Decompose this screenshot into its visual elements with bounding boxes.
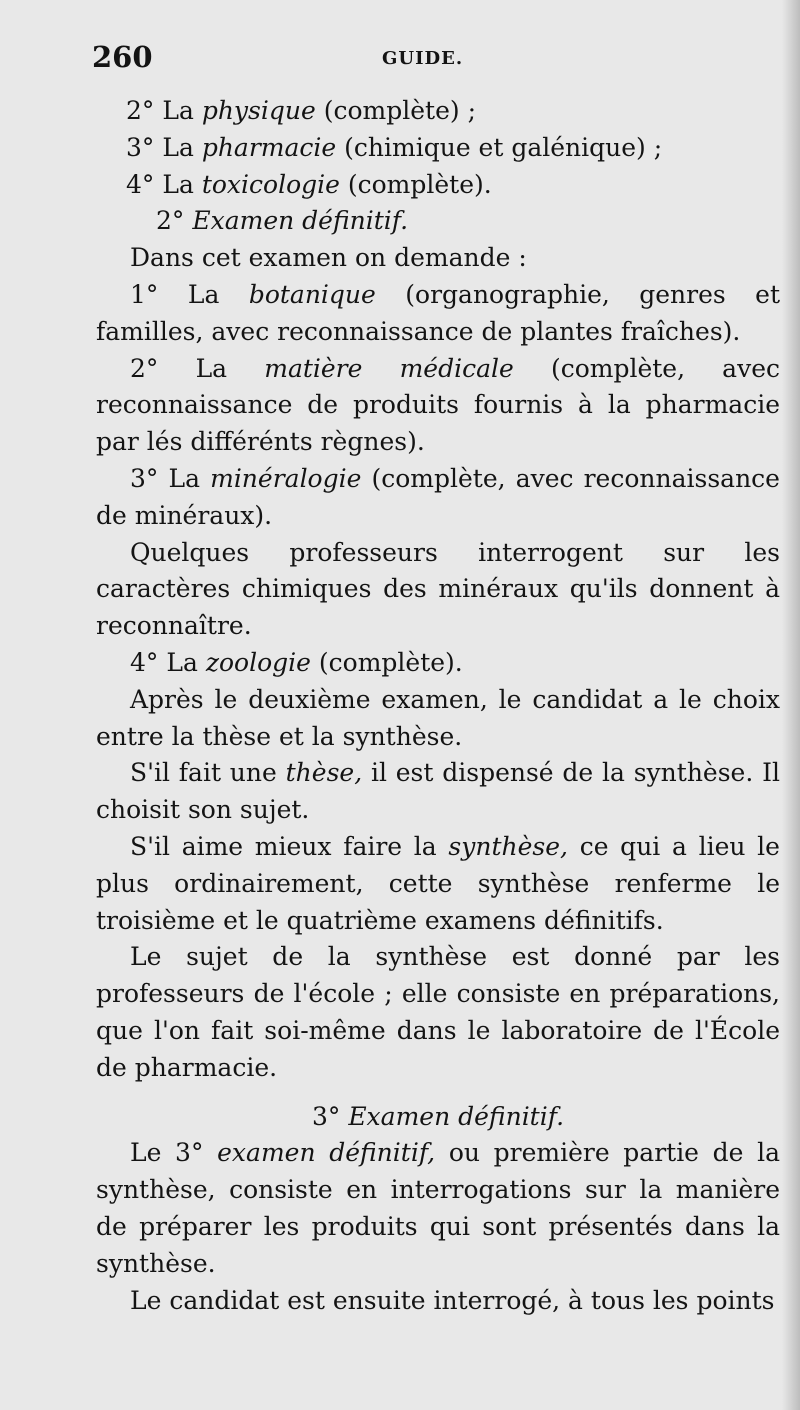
item-subject: botanique — [248, 279, 376, 309]
item-text: (complète) ; — [323, 96, 477, 125]
emphasis: thèse, — [285, 758, 363, 788]
item-text: La — [166, 647, 198, 677]
paragraph-text: Le 3° — [130, 1138, 204, 1168]
paragraph — [96, 755, 780, 829]
item-number: 2° — [130, 353, 159, 383]
item-number: 3° — [126, 132, 155, 162]
list-item-zoologie — [96, 645, 780, 682]
page-number: 260 — [92, 40, 153, 74]
item-number: 2° — [126, 96, 155, 125]
item-text: (complète, avec reconnaissance de minéraux). — [96, 463, 780, 530]
item-number: 4° — [130, 647, 159, 677]
paragraph-text: ce qui a lieu le plus ordinairement, cette synthèse renferme le troisième et le quatrième examens définitifs. — [96, 831, 780, 935]
item-subject: pharmacie — [201, 132, 337, 162]
running-head: GUIDE. — [382, 48, 464, 69]
item-text: (organographie, genres et familles, avec reconnaissance de plantes fraîches). — [96, 279, 781, 346]
item-subject: physique — [201, 96, 316, 125]
list-item-physique — [96, 93, 780, 130]
list-item-botanique — [96, 277, 780, 351]
paragraph: Le candidat est ensuite interrogé, à tous les points — [130, 1285, 775, 1315]
section-title: Examen définitif. — [192, 206, 409, 236]
item-subject: zoologie — [205, 647, 311, 677]
item-number: 4° — [126, 169, 155, 199]
item-text: (complète, avec reconnaissance de produits fournis à la pharmacie par lés différénts règnes). — [96, 353, 781, 457]
section-heading-2 — [96, 203, 780, 240]
paragraph — [96, 1135, 780, 1282]
item-text: La — [187, 279, 220, 309]
section-title: Examen définitif. — [348, 1101, 565, 1131]
item-text: La — [168, 463, 201, 493]
item-subject: toxicologie — [201, 169, 340, 199]
paragraph: Quelques professeurs interrogent sur les caractères chimiques des minéraux qu'ils donnent à reconnaître. — [96, 537, 780, 641]
page-header — [92, 40, 782, 80]
item-text: La — [162, 96, 194, 125]
paragraph — [96, 829, 780, 939]
paragraph: Après le deuxième examen, le candidat a le choix entre la thèse et la synthèse. — [96, 684, 780, 751]
paragraph-text: il est dispensé de la synthèse. Il choisit son sujet. — [96, 758, 780, 825]
item-text: (chimique et galénique) ; — [344, 132, 663, 162]
section-heading-3 — [96, 1099, 780, 1136]
item-text: La — [195, 353, 228, 383]
emphasis: synthèse, — [448, 831, 568, 861]
item-text: La — [162, 132, 194, 162]
paragraph-text: ou première partie de la synthèse, consiste en interrogations sur la manière de préparer les produits qui sont présentés dans la synthèse. — [96, 1138, 781, 1278]
paragraph: Le sujet de la synthèse est donné par les professeurs de l'école ; elle consiste en préparations, que l'on fait soi-même dans le laboratoire de l'École de pharmacie. — [96, 942, 780, 1082]
section-number: 2° — [156, 206, 185, 236]
emphasis: examen définitif, — [217, 1138, 436, 1168]
section-number: 3° — [311, 1101, 341, 1131]
list-item-mineralogie — [96, 461, 780, 535]
item-subject: matière médicale — [264, 353, 514, 383]
item-text: La — [162, 169, 194, 199]
item-text: (complète). — [347, 169, 492, 199]
list-item-matiere-medicale — [96, 351, 780, 461]
item-subject: minéralogie — [210, 463, 362, 493]
paragraph: Dans cet examen on demande : — [130, 243, 527, 273]
item-text: (complète). — [318, 647, 463, 677]
page-body — [96, 93, 780, 1319]
list-item-toxicologie — [96, 167, 780, 204]
paragraph-text: S'il fait une — [130, 758, 277, 788]
paragraph-text: S'il aime mieux faire la — [130, 831, 437, 861]
item-number: 3° — [130, 463, 159, 493]
list-item-pharmacie — [96, 130, 780, 167]
item-number: 1° — [130, 279, 159, 309]
